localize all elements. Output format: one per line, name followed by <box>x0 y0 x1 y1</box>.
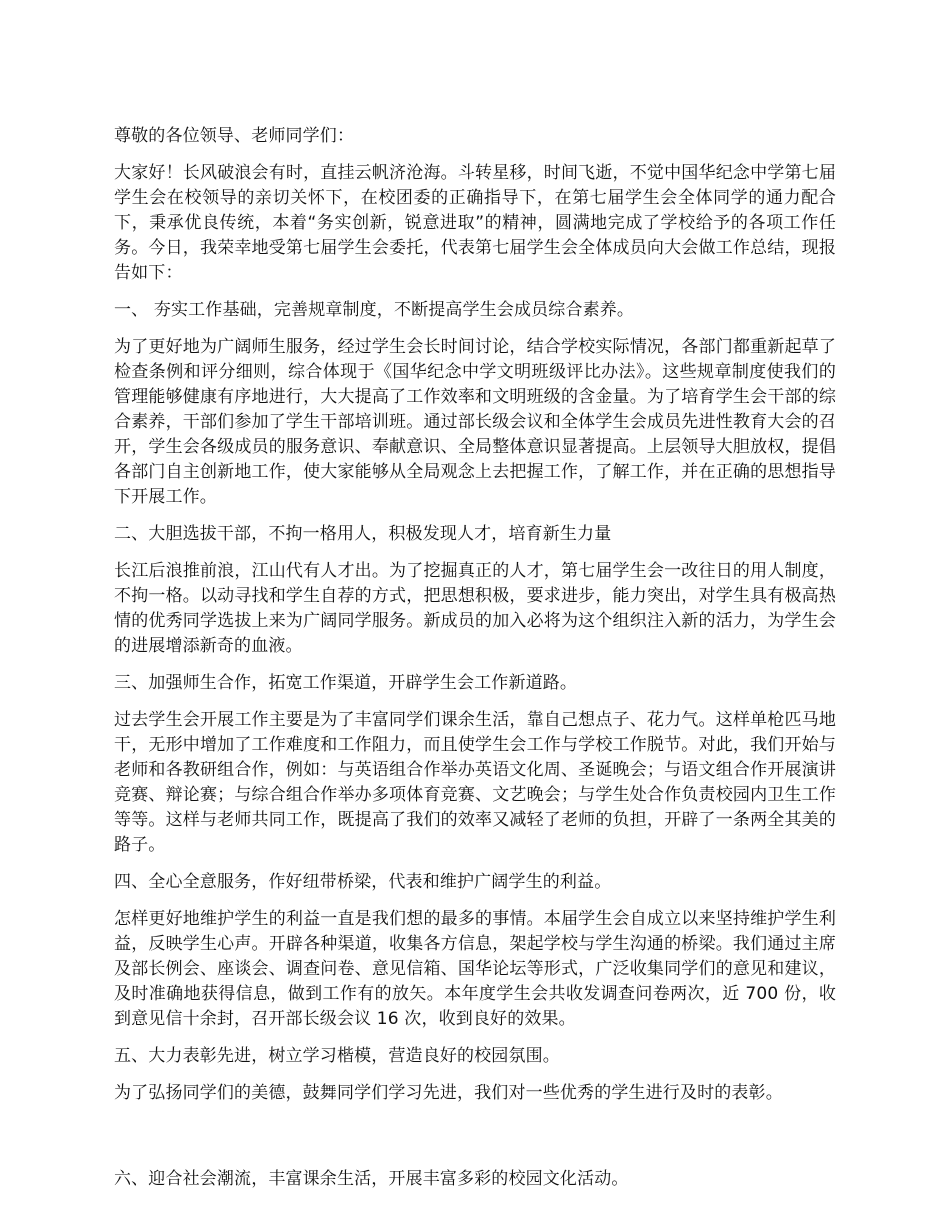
blank-space <box>114 1118 836 1167</box>
section-heading-1: 一、 夯实工作基础，完善规章制度，不断提高学生会成员综合素养。 <box>114 300 635 320</box>
section-body-1: 为了更好地为广阔师生服务，经过学生会长时间讨论，结合学校实际情况，各部门都重新起草了检查条例和评分细则，综合体现于《国华纪念中学文明班级评比办法》。这些规章制度使我们的管理能够健康有序地进行，大大提高了工作效率和文明班级的含金量。为了培育学生会干部的综合素养，干部们参加了学生干部培训班。通过部长级会议和全体学生会成员先进性教育大会的召开，学生会各级成员的服务意识、奉献意识、全局整体意识显著提高。上层领导大胆放权，提倡各部门自主创新地工作，使大家能够从全局观念上去把握工作，了解工作，并在正确的思想指导下开展工作。 <box>114 337 836 507</box>
section-body-5: 为了弘扬同学们的美德，鼓舞同学们学习先进，我们对一些优秀的学生进行及时的表彰。 <box>114 1083 783 1103</box>
section-body-2: 长江后浪推前浪，江山代有人才出。为了挖掘真正的人才，第七届学生会一改往日的用人制度，不拘一格。以动寻找和学生自荐的方式，把思想积极，要求进步，能力突出，对学生具有极高热情的优秀同学选拔上来为广阔同学服务。新成员的加入必将为这个组织注入新的活力，为学生会的进展增添新奇的血液。 <box>114 561 836 656</box>
section-heading-5: 五、大力表彰先进，树立学习楷模，营造良好的校园氛围。 <box>114 1046 560 1066</box>
greeting: 尊敬的各位领导、老师同学们： <box>114 126 355 146</box>
section-heading-6: 六、迎合社会潮流，丰富课余生活，开展丰富多彩的校园文化活动。 <box>114 1169 629 1189</box>
section-heading-3: 三、加强师生合作，拓宽工作渠道，开辟学生会工作新道路。 <box>114 673 578 693</box>
intro-paragraph: 大家好！长风破浪会有时，直挂云帆济沧海。斗转星移，时间飞逝，不觉中国华纪念中学第七届学生会在校领导的亲切关怀下，在校团委的正确指导下，在第七届学生会全体同学的通力配合下，秉承优良传统，本着“务实创新，锐意进取”的精神，圆满地完成了学校给予的各项工作任务。今日，我荣幸地受第七届学生会委托，代表第七届学生会全体成员向大会做工作总结，现报告如下： <box>114 163 836 283</box>
section-body-4: 怎样更好地维护学生的利益一直是我们想的最多的事情。本届学生会自成立以来坚持维护学生利益，反映学生心声。开辟各种渠道，收集各方信息，架起学校与学生沟通的桥梁。我们通过主席及部长例会、座谈会、调查问卷、意见信箱、国华论坛等形式，广泛收集同学们的意见和建议，及时准确地获得信息，做到工作有的放矢。本年度学生会共收发调查问卷两次，近 700 份，收到意见信十余封，召开部长级会议 16 次，收到良好的效果。 <box>114 909 836 1029</box>
section-body-3: 过去学生会开展工作主要是为了丰富同学们课余生活，靠自己想点子、花力气。这样单枪匹马地干，无形中增加了工作难度和工作阻力，而且使学生会工作与学校工作脱节。对此，我们开始与老师和各教研组合作，例如：与英语组合作举办英语文化周、圣诞晚会；与语文组合作开展演讲竞赛、辩论赛；与综合组合作举办多项体育竞赛、文艺晚会；与学生处合作负责校园内卫生工作等等。这样与老师共同工作，既提高了我们的效率又减轻了老师的负担，开辟了一条两全其美的路子。 <box>114 710 836 855</box>
section-heading-4: 四、全心全意服务，作好纽带桥梁，代表和维护广阔学生的利益。 <box>114 872 612 892</box>
section-heading-2: 二、大胆选拔干部，不拘一格用人，积极发现人才，培育新生力量 <box>114 524 612 544</box>
document-page <box>114 124 836 1204</box>
